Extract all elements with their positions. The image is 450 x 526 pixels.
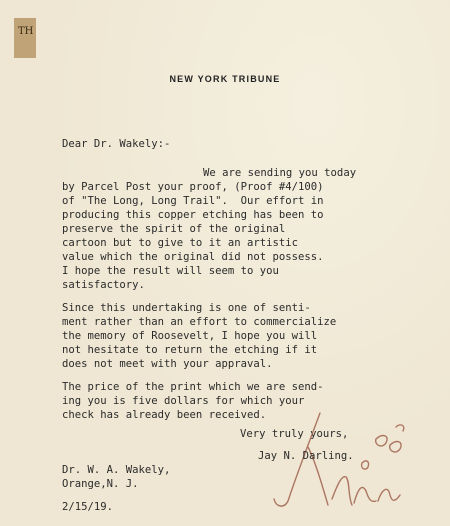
paragraph1-line: satisfactory. [62, 279, 145, 291]
paragraph3-line: check has already been received. [62, 409, 267, 421]
paragraph1-line: producing this copper etching has been to [62, 209, 324, 221]
paragraph1-line: by Parcel Post your proof, (Proof #4/100) [62, 181, 324, 193]
paragraph1-line: cartoon but to give to it an artistic [62, 237, 298, 249]
recipient-line: Dr. W. A. Wakely, [62, 464, 171, 476]
paragraph2-line: not hesitate to return the etching if it [62, 344, 318, 356]
letter-date: 2/15/19. [62, 501, 114, 513]
paragraph2-line: the memory of Roosevelt, I hope you will [62, 330, 318, 342]
paragraph2-line: ment rather than an effort to commercialize [62, 316, 337, 328]
tape-fragment-text: TH [18, 26, 34, 37]
tape-fragment [14, 18, 36, 58]
letterhead: NEW YORK TRIBUNE [169, 74, 281, 84]
signer-name: Jay N. Darling. [258, 450, 354, 462]
paragraph2-line: does not meet with your appraval. [62, 358, 273, 370]
paragraph1-line: of "The Long, Long Trail". Our effort in [62, 195, 324, 207]
paragraph1-line: We are sending you today [203, 167, 357, 179]
paragraph3-line: The price of the print which we are send- [62, 381, 324, 393]
salutation: Dear Dr. Wakely:- [62, 138, 171, 150]
paragraph1-line: value which the original did not possess. [62, 251, 324, 263]
recipient-line: Orange,N. J. [62, 478, 139, 490]
paragraph3-line: ing you is five dollars for which your [62, 395, 305, 407]
paragraph1-line: preserve the spirit of the original [62, 223, 286, 235]
paragraph1-line: I hope the result will seem to you [62, 265, 279, 277]
paragraph2-line: Since this undertaking is one of senti- [62, 302, 311, 314]
closing: Very truly yours, [240, 428, 349, 440]
